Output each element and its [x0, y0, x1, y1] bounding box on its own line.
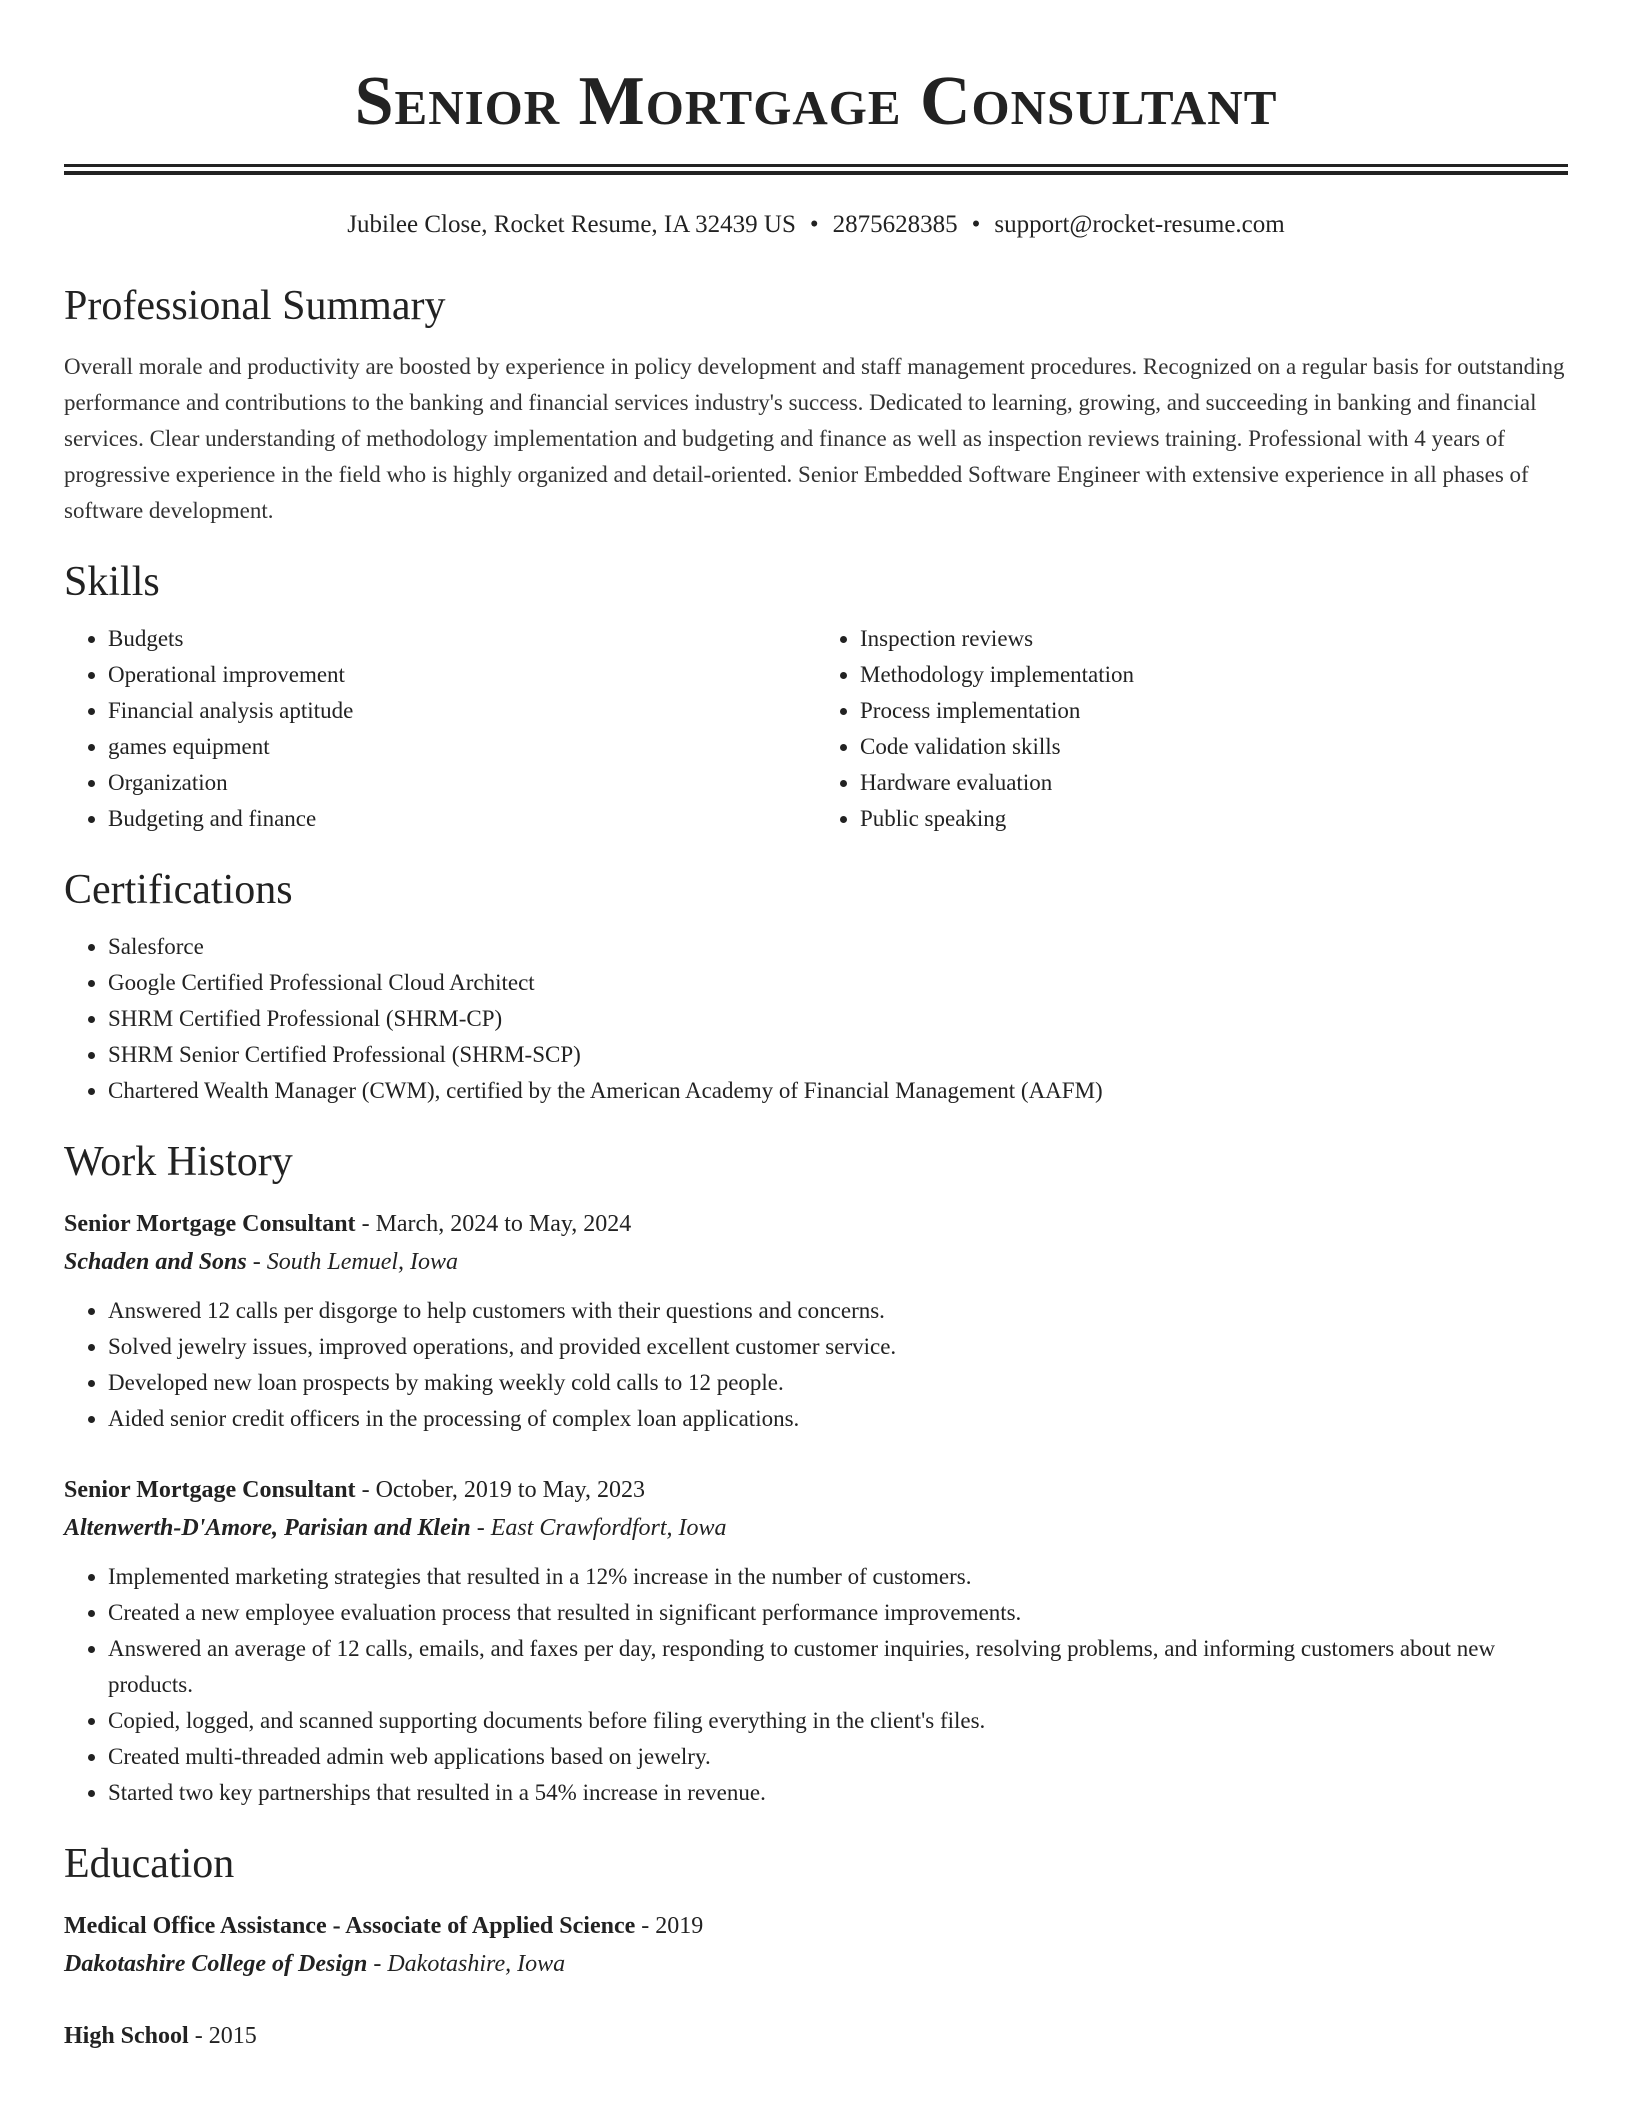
- education-location: Dakotashire, Iowa: [387, 1951, 566, 1977]
- job-bullet: • Started two key partnerships that resulted in a 54% increase in revenue.: [108, 1775, 1568, 1811]
- skill-item: • Budgeting and finance: [108, 801, 816, 837]
- summary-text: Overall morale and productivity are boosted by experience in policy development and staff management procedures. Recognized on a regular basis for outstanding performance and contributions to the banking and financial services industry's success. Dedicated to learning, growing, and succeeding in banking and financial services. Clear understanding of methodology implementation and budgeting and finance as well as inspection reviews training. Professional with 4 years of progressive experience in the field who is highly organized and detail-oriented. Senior Embedded Software Engineer with extensive experience in all phases of software development.: [64, 354, 1565, 523]
- certifications-list: [64, 929, 1568, 1109]
- education-degree-line: High School - 2015: [64, 2023, 257, 2049]
- certification-item: • SHRM Senior Certified Professional (SHRM-SCP): [108, 1037, 1568, 1073]
- skill-item: • Process implementation: [860, 693, 1568, 729]
- job-bullet: • Solved jewelry issues, improved operations, and provided excellent customer service.: [108, 1329, 1568, 1365]
- skill-item: • Organization: [108, 765, 816, 801]
- skill-item: • Hardware evaluation: [860, 765, 1568, 801]
- job-company: Altenwerth-D'Amore, Parisian and Klein: [64, 1515, 471, 1541]
- job-bullet: • Implemented marketing strategies that resulted in a 12% increase in the number of customers.: [108, 1559, 1568, 1595]
- title-divider: [64, 164, 1568, 175]
- skill-item: • Code validation skills: [860, 729, 1568, 765]
- job-bullet: • Aided senior credit officers in the processing of complex loan applications.: [108, 1401, 1568, 1437]
- job-location: South Lemuel, Iowa: [266, 1249, 459, 1275]
- skill-item: • Budgets: [108, 621, 816, 657]
- certifications-heading: Certifications: [64, 867, 293, 913]
- contact-phone: 2875628385: [832, 211, 958, 238]
- education-entry: [64, 2017, 1568, 2055]
- job-role: Senior Mortgage Consultant: [64, 1211, 356, 1237]
- job-bullet: • Answered an average of 12 calls, emails, and faxes per day, responding to customer inquiries, resolving problems, and informing customers about new products.: [108, 1631, 1568, 1703]
- contact-line: [64, 209, 1568, 241]
- job-bullet: • Copied, logged, and scanned supporting documents before filing everything in the client's files.: [108, 1703, 1568, 1739]
- job-dates: March, 2024 to May, 2024: [375, 1211, 632, 1237]
- skill-item: • Operational improvement: [108, 657, 816, 693]
- education-degree-line: Medical Office Assistance - Associate of Applied Science - 2019: [64, 1913, 704, 1939]
- education-entry: [64, 1907, 1568, 1983]
- job-role: Senior Mortgage Consultant: [64, 1477, 356, 1503]
- work-history-heading: Work History: [64, 1139, 293, 1185]
- job-title-line: Senior Mortgage Consultant - October, 2019 to May, 2023: [64, 1477, 645, 1503]
- education-degree: High School: [64, 2023, 189, 2049]
- job-bullet: • Created multi-threaded admin web applications based on jewelry.: [108, 1739, 1568, 1775]
- job-bullets: [64, 1559, 1568, 1811]
- job-dates: October, 2019 to May, 2023: [375, 1477, 645, 1503]
- job-bullets: [64, 1293, 1568, 1437]
- skill-item: • Public speaking: [860, 801, 1568, 837]
- contact-separator: •: [809, 211, 819, 238]
- education-year: 2019: [655, 1913, 704, 1939]
- job-bullet: • Created a new employee evaluation process that resulted in significant performance improvements.: [108, 1595, 1568, 1631]
- job-entry: [64, 1471, 1568, 1811]
- skill-item: • Methodology implementation: [860, 657, 1568, 693]
- education-year: 2015: [208, 2023, 257, 2049]
- education-heading: Education: [64, 1841, 235, 1887]
- job-company: Schaden and Sons: [64, 1249, 247, 1275]
- skills-column-left: [64, 621, 816, 837]
- job-title-line: Senior Mortgage Consultant - March, 2024 to May, 2024: [64, 1211, 632, 1237]
- job-company-line: Schaden and Sons - South Lemuel, Iowa: [64, 1249, 459, 1275]
- skills-heading: Skills: [64, 559, 160, 605]
- certification-item: • Google Certified Professional Cloud Architect: [108, 965, 1568, 1001]
- summary-heading: Professional Summary: [64, 283, 446, 329]
- job-entry: [64, 1205, 1568, 1437]
- skill-item: • Inspection reviews: [860, 621, 1568, 657]
- skill-item: • Financial analysis aptitude: [108, 693, 816, 729]
- certification-item: • SHRM Certified Professional (SHRM-CP): [108, 1001, 1568, 1037]
- job-location: East Crawfordfort, Iowa: [490, 1515, 727, 1541]
- job-bullet: • Answered 12 calls per disgorge to help customers with their questions and concerns.: [108, 1293, 1568, 1329]
- education-school-line: Dakotashire College of Design - Dakotashire, Iowa: [64, 1951, 566, 1977]
- candidate-name: Senior Mortgage Consultant: [354, 63, 1278, 140]
- job-company-line: Altenwerth-D'Amore, Parisian and Klein - East Crawfordfort, Iowa: [64, 1515, 727, 1541]
- certification-item: • Chartered Wealth Manager (CWM), certified by the American Academy of Financial Management (AAFM): [108, 1073, 1568, 1109]
- education-school: Dakotashire College of Design: [64, 1951, 368, 1977]
- skills-list: [64, 607, 1568, 837]
- certification-item: • Salesforce: [108, 929, 1568, 965]
- contact-separator: •: [971, 211, 981, 238]
- skill-item: • games equipment: [108, 729, 816, 765]
- contact-address: Jubilee Close, Rocket Resume, IA 32439 US: [347, 211, 796, 238]
- education-degree: Medical Office Assistance - Associate of Applied Science: [64, 1913, 636, 1939]
- skills-column-right: [816, 621, 1568, 837]
- contact-email: support@rocket-resume.com: [994, 211, 1285, 238]
- job-bullet: • Developed new loan prospects by making weekly cold calls to 12 people.: [108, 1365, 1568, 1401]
